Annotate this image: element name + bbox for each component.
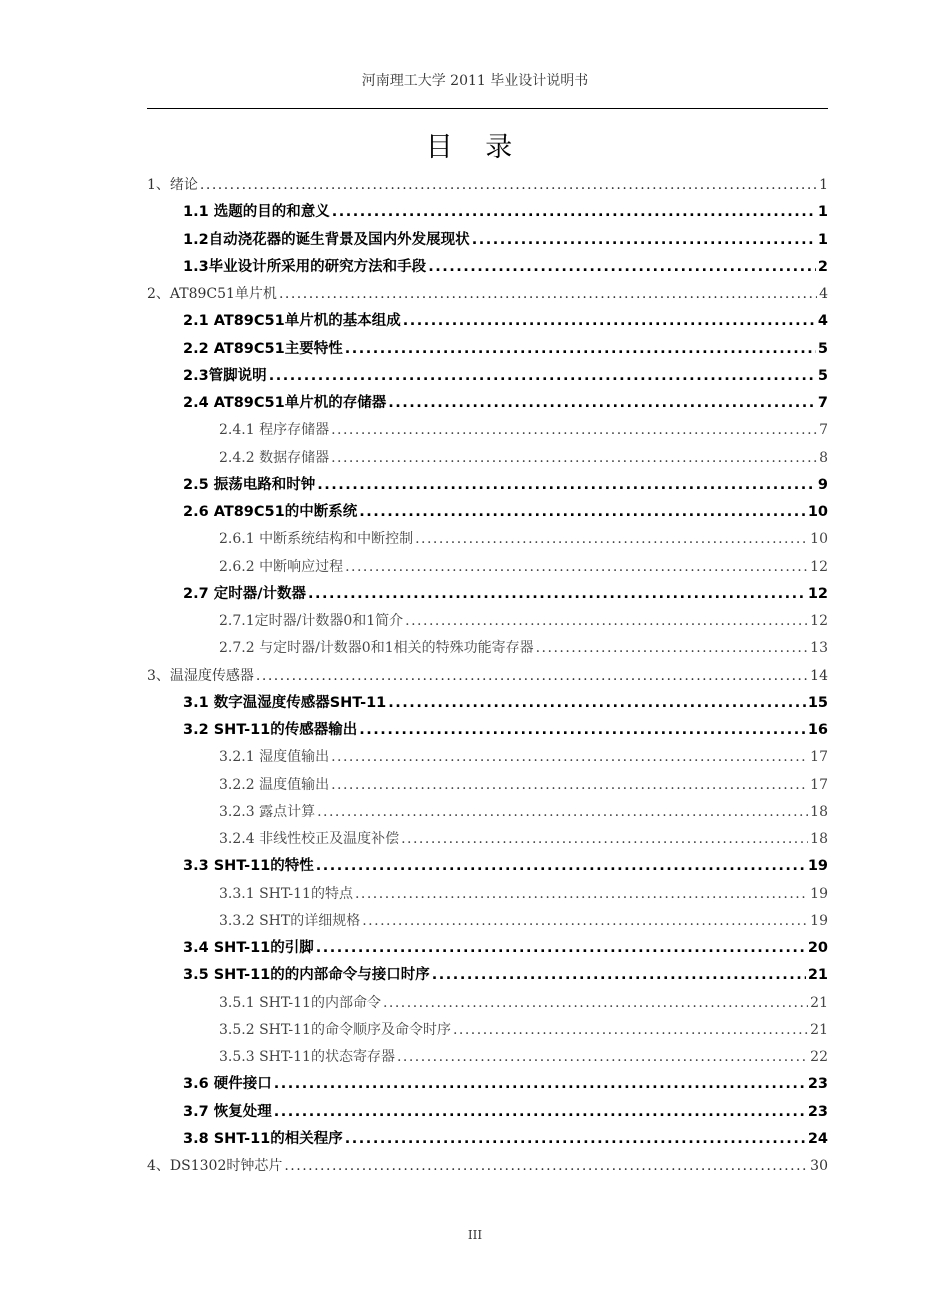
toc-entry[interactable] xyxy=(183,962,828,989)
toc-dot-leader xyxy=(397,1044,808,1071)
toc-dot-leader xyxy=(345,1126,806,1153)
toc-entry[interactable] xyxy=(219,417,828,444)
toc-entry[interactable] xyxy=(183,199,828,226)
toc-entry[interactable] xyxy=(219,445,828,472)
toc-entry[interactable] xyxy=(219,908,828,935)
toc-entry-page: 15 xyxy=(807,694,828,711)
toc-entry-page: 24 xyxy=(807,1130,828,1147)
toc-entry[interactable] xyxy=(219,826,828,853)
toc-entry[interactable] xyxy=(183,308,828,335)
toc-entry-title: 3.2.4 非线性校正及温度补偿 xyxy=(219,831,400,847)
toc-entry[interactable] xyxy=(219,881,828,908)
toc-entry-page: 20 xyxy=(807,940,828,956)
toc-dot-leader xyxy=(279,281,817,308)
toc-entry-page: 8 xyxy=(819,449,828,466)
toc-entry-title: 2.4 AT89C51单片机的存储器 xyxy=(183,395,387,411)
toc-entry-page: 21 xyxy=(810,994,828,1011)
toc-entry[interactable] xyxy=(183,853,828,880)
toc-dot-leader xyxy=(345,336,816,363)
toc-entry[interactable] xyxy=(183,363,828,390)
toc-entry-page: 18 xyxy=(810,831,828,847)
toc-entry-title: 3.2.3 露点计算 xyxy=(219,803,316,820)
page-title: 目 录 xyxy=(425,132,525,163)
page-number: III xyxy=(467,1228,483,1242)
toc-entry-page: 7 xyxy=(819,422,828,439)
toc-entry-page: 23 xyxy=(807,1103,828,1120)
toc-entry-page: 19 xyxy=(810,912,828,929)
toc-entry-page: 22 xyxy=(810,1049,828,1065)
toc-entry-title: 2.5 振荡电路和时钟 xyxy=(183,476,316,493)
toc-entry-page: 1 xyxy=(817,231,828,248)
toc-entry-page: 12 xyxy=(810,558,828,575)
toc-dot-leader xyxy=(331,417,817,444)
toc-entry[interactable] xyxy=(219,772,828,799)
toc-dot-leader xyxy=(316,853,806,880)
toc-dot-leader xyxy=(403,308,816,335)
toc-entry-title: 2.6 AT89C51的中断系统 xyxy=(183,504,358,520)
toc-entry[interactable] xyxy=(219,744,828,771)
toc-dot-leader xyxy=(355,881,808,908)
toc-entry[interactable] xyxy=(147,1153,828,1180)
toc-entry[interactable] xyxy=(183,581,828,608)
toc-entry[interactable] xyxy=(147,663,828,690)
toc-entry[interactable] xyxy=(183,254,828,281)
toc-entry-page: 2 xyxy=(817,258,828,275)
toc-entry-page: 12 xyxy=(810,613,828,629)
toc-entry-title: 3.6 硬件接口 xyxy=(183,1076,272,1093)
toc-dot-leader xyxy=(256,663,808,690)
toc-entry-page: 19 xyxy=(810,885,828,902)
header-rule xyxy=(147,108,828,109)
toc-dot-leader xyxy=(269,363,816,390)
toc-entry-title: 1、绪论 xyxy=(147,177,198,193)
toc-entry[interactable] xyxy=(183,717,828,744)
toc-dot-leader xyxy=(274,1099,806,1126)
toc-entry[interactable] xyxy=(219,608,828,635)
toc-dot-leader xyxy=(331,445,817,472)
toc-dot-leader xyxy=(284,1153,808,1180)
toc-dot-leader xyxy=(388,390,816,417)
toc-entry-title: 2.4.2 数据存储器 xyxy=(219,449,330,466)
toc-dot-leader xyxy=(317,472,816,499)
toc-entry[interactable] xyxy=(183,499,828,526)
toc-entry-title: 3.7 恢复处理 xyxy=(183,1103,272,1120)
toc-dot-leader xyxy=(359,499,806,526)
toc-entry-page: 5 xyxy=(817,367,828,384)
toc-entry-page: 13 xyxy=(810,640,828,657)
toc-entry[interactable] xyxy=(183,1071,828,1098)
toc-dot-leader xyxy=(388,690,806,717)
toc-entry-page: 23 xyxy=(807,1076,828,1093)
toc-entry-page: 21 xyxy=(807,967,828,984)
toc-entry-title: 2.7.2 与定时器/计数器0和1相关的特殊功能寄存器 xyxy=(219,640,534,657)
toc-entry-title: 3.5.2 SHT-11的命令顺序及命令时序 xyxy=(219,1021,451,1038)
toc-entry[interactable] xyxy=(219,990,828,1017)
toc-entry-title: 3.3 SHT-11的特性 xyxy=(183,858,314,875)
toc-entry-page: 1 xyxy=(817,204,828,221)
toc-entry-title: 3.2.1 湿度值输出 xyxy=(219,749,330,766)
toc-entry-title: 2.4.1 程序存储器 xyxy=(219,422,330,439)
toc-entry-title: 3.1 数字温湿度传感器SHT-11 xyxy=(183,694,387,711)
toc-entry-title: 2.6.2 中断响应过程 xyxy=(219,558,344,575)
toc-entry-page: 18 xyxy=(810,803,828,820)
toc-entry-page: 21 xyxy=(810,1021,828,1038)
toc-dot-leader xyxy=(405,608,808,635)
toc-entry-title: 3.5.1 SHT-11的内部命令 xyxy=(219,994,381,1011)
toc-dot-leader xyxy=(316,935,806,962)
toc-entry-title: 2.7.1定时器/计数器0和1简介 xyxy=(219,613,404,629)
toc-entry-page: 9 xyxy=(817,476,828,493)
toc-dot-leader xyxy=(345,554,808,581)
toc-dot-leader xyxy=(401,826,808,853)
toc-entry-page: 30 xyxy=(810,1158,828,1174)
toc-entry-page: 16 xyxy=(807,722,828,738)
toc-dot-leader xyxy=(432,962,806,989)
toc-entry[interactable] xyxy=(183,690,828,717)
toc-entry-page: 10 xyxy=(810,531,828,548)
toc-entry-title: 2.1 AT89C51单片机的基本组成 xyxy=(183,313,401,330)
toc-dot-leader xyxy=(317,799,808,826)
toc-entry[interactable] xyxy=(219,635,828,662)
toc-entry[interactable] xyxy=(183,935,828,962)
toc-dot-leader xyxy=(383,990,808,1017)
toc-entry-title: 2.3管脚说明 xyxy=(183,367,267,384)
toc-entry-page: 17 xyxy=(810,749,828,766)
toc-entry[interactable] xyxy=(219,526,828,553)
toc-dot-leader xyxy=(331,772,808,799)
toc-dot-leader xyxy=(200,172,817,199)
toc-entry-page: 12 xyxy=(807,585,828,602)
toc-dot-leader xyxy=(453,1017,808,1044)
toc-entry-title: 3.4 SHT-11的引脚 xyxy=(183,940,314,956)
toc-entry-title: 3.3.1 SHT-11的特点 xyxy=(219,885,353,902)
toc-entry-title: 3.5 SHT-11的的内部命令与接口时序 xyxy=(183,967,430,984)
toc-entry[interactable] xyxy=(183,472,828,499)
toc-entry-title: 1.3毕业设计所采用的研究方法和手段 xyxy=(183,258,427,275)
toc-entry[interactable] xyxy=(147,281,828,308)
toc-dot-leader xyxy=(308,581,806,608)
toc-entry[interactable] xyxy=(183,1099,828,1126)
toc-dot-leader xyxy=(472,227,816,254)
toc-dot-leader xyxy=(428,254,816,281)
toc-dot-leader xyxy=(415,526,808,553)
toc-dot-leader xyxy=(331,744,808,771)
toc-entry-page: 14 xyxy=(810,667,828,684)
toc-entry[interactable] xyxy=(219,1044,828,1071)
toc-entry[interactable] xyxy=(183,336,828,363)
toc-dot-leader xyxy=(274,1071,806,1098)
toc-entry[interactable] xyxy=(219,1017,828,1044)
toc-entry[interactable] xyxy=(183,227,828,254)
toc-dot-leader xyxy=(536,635,809,662)
toc-entry-page: 17 xyxy=(810,776,828,793)
running-header: 河南理工大学 2011 毕业设计说明书 xyxy=(361,73,589,89)
toc-entry-title: 3.3.2 SHT的详细规格 xyxy=(219,912,361,929)
toc-entry-title: 1.1 选题的目的和意义 xyxy=(183,204,330,221)
toc-entry-page: 5 xyxy=(817,340,828,357)
toc-entry[interactable] xyxy=(219,554,828,581)
toc-entry-title: 2、AT89C51单片机 xyxy=(147,286,277,302)
toc-entry-page: 10 xyxy=(807,504,828,520)
toc-entry-title: 3.5.3 SHT-11的状态寄存器 xyxy=(219,1049,395,1065)
toc-dot-leader xyxy=(362,908,808,935)
toc-entry[interactable] xyxy=(183,1126,828,1153)
toc-entry-title: 4、DS1302时钟芯片 xyxy=(147,1158,283,1174)
toc-entry[interactable] xyxy=(183,390,828,417)
toc-entry-title: 3.2.2 温度值输出 xyxy=(219,776,330,793)
toc-entry-page: 1 xyxy=(819,177,828,193)
toc-entry-page: 4 xyxy=(817,313,828,330)
toc-entry-title: 3.8 SHT-11的相关程序 xyxy=(183,1130,343,1147)
toc-entry-title: 3、温湿度传感器 xyxy=(147,667,254,684)
toc-entry-title: 1.2自动浇花器的诞生背景及国内外发展现状 xyxy=(183,231,470,248)
toc-dot-leader xyxy=(332,199,816,226)
toc-entry[interactable] xyxy=(219,799,828,826)
toc-dot-leader xyxy=(359,717,806,744)
toc-entry-title: 3.2 SHT-11的传感器输出 xyxy=(183,722,358,738)
toc-entry-title: 2.6.1 中断系统结构和中断控制 xyxy=(219,531,414,548)
toc-entry-page: 4 xyxy=(819,286,828,302)
toc-entry-title: 2.2 AT89C51主要特性 xyxy=(183,340,343,357)
toc-entry-page: 7 xyxy=(817,395,828,411)
toc-entry[interactable] xyxy=(147,172,828,199)
toc-entry-page: 19 xyxy=(807,858,828,875)
toc-entry-title: 2.7 定时器/计数器 xyxy=(183,585,307,602)
